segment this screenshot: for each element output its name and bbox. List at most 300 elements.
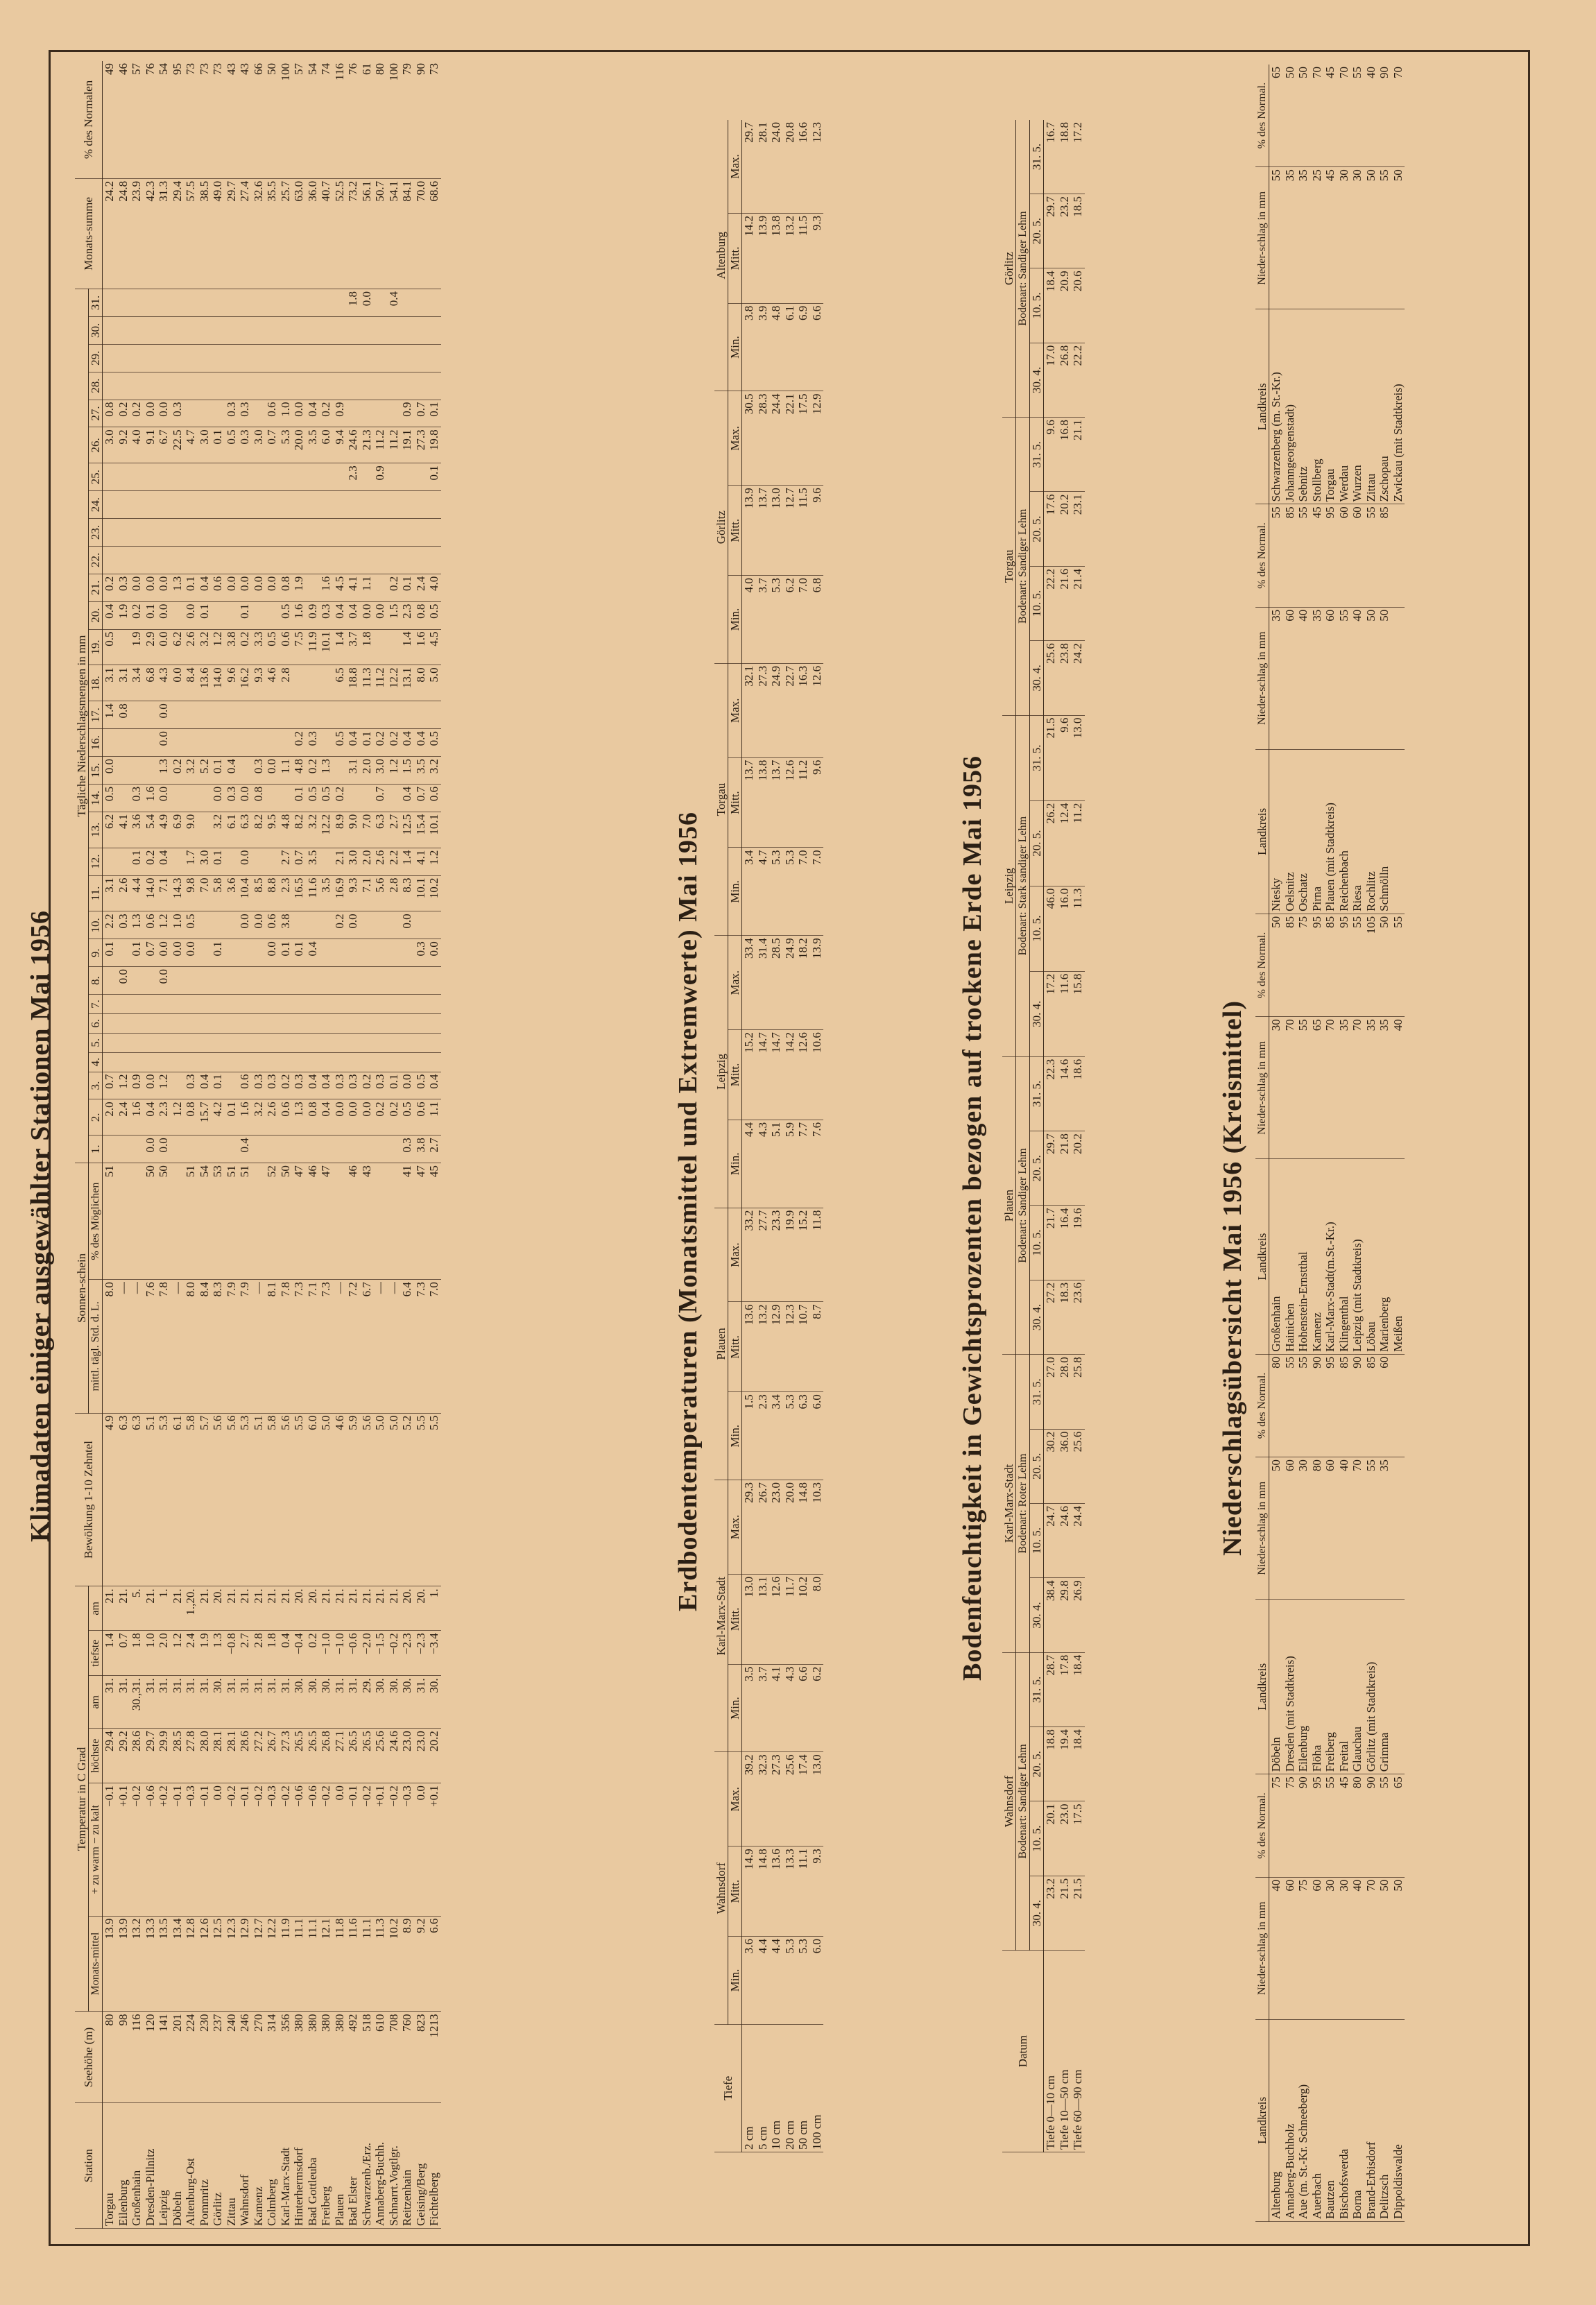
- station-value: 27.8: [184, 1729, 198, 1783]
- station-value: 7.9: [238, 1280, 252, 1413]
- erdboden-value: 14.7: [756, 1030, 770, 1120]
- station-value: −0.2: [360, 1783, 374, 1917]
- normal-header: % des Normal.: [1255, 914, 1269, 1016]
- feuchte-table: [1002, 120, 1085, 2152]
- landkreis-name: Altenburg: [1269, 2019, 1283, 2221]
- precip-value: [306, 289, 320, 317]
- precip-value: [373, 491, 387, 519]
- precip-value: [198, 784, 212, 812]
- precip-value: 0.2: [387, 729, 401, 757]
- erdboden-col-header: Max.: [728, 936, 742, 1030]
- precip-value: [211, 601, 225, 629]
- precip-value: 0.4: [333, 601, 347, 629]
- precip-value: 2.8: [387, 875, 401, 911]
- station-value: 11.6: [346, 1916, 360, 2012]
- landkreis-name: Stollberg: [1310, 309, 1324, 504]
- day-header: 14.: [89, 784, 103, 812]
- erdboden-station-header: Wahnsdorf: [714, 1752, 728, 2024]
- station-value: 2.8: [252, 1631, 266, 1676]
- precip-value: [144, 1013, 157, 1033]
- station-value: 31.: [333, 1676, 347, 1729]
- precip-value: 0.5: [103, 629, 117, 665]
- erdboden-value: 4.4: [769, 1937, 783, 2025]
- precip-value: [346, 316, 360, 344]
- precip-value: 1.6: [319, 574, 333, 601]
- precip-value: [346, 546, 360, 574]
- precip-value: [198, 701, 212, 729]
- feuchte-row: [1071, 120, 1085, 2152]
- precip-value: 16.2: [238, 665, 252, 701]
- station-value: 46: [346, 1163, 360, 1280]
- station-value: 237: [211, 2012, 225, 2103]
- precip-value: 24.2: [103, 178, 117, 289]
- precip-value: 1.3: [319, 757, 333, 785]
- precip-value: 0.3: [373, 1072, 387, 1099]
- station-name: Zittau: [225, 2103, 239, 2229]
- precip-value: [238, 463, 252, 491]
- station-value: 31.: [414, 1676, 428, 1729]
- station-value: 23.0: [400, 1729, 414, 1783]
- precip-value: 43: [225, 61, 239, 178]
- precip-value: [279, 519, 293, 547]
- station-value: [171, 1163, 185, 1280]
- precip-value: [198, 546, 212, 574]
- normal-value: 90: [1350, 1354, 1364, 1457]
- normal-value: 70: [1391, 65, 1405, 167]
- precip-value: 1.2: [427, 848, 441, 875]
- precip-value: 11.3: [360, 665, 374, 701]
- feuchte-title: Bodenfeuchtigkeit in Gewichtsprozenten bezogen auf trockene Erde Mai 1956: [958, 755, 987, 1681]
- erdboden-value: 6.3: [796, 1392, 810, 1480]
- precip-value: 6.3: [238, 812, 252, 848]
- precip-value: [184, 1013, 198, 1033]
- erdboden-value: 24.4: [769, 391, 783, 486]
- precip-value: [184, 701, 198, 729]
- precip-value: 0.2: [306, 757, 320, 785]
- precip-value: [130, 729, 144, 757]
- precip-value: [225, 1013, 239, 1033]
- station-row: [130, 61, 144, 2229]
- precip-value: 3.2: [198, 629, 212, 665]
- precip-value: 0.0: [157, 729, 171, 757]
- precip-value: 15.7: [198, 1099, 212, 1136]
- erdboden-col-header: Mitt.: [728, 1846, 742, 1937]
- precip-value: [211, 1013, 225, 1033]
- precip-value: [211, 519, 225, 547]
- station-value: 5.5: [414, 1413, 428, 1586]
- erdboden-value: 24.0: [769, 120, 783, 213]
- feuchte-value: 21.1: [1071, 418, 1085, 492]
- normal-value: 60: [1378, 1354, 1391, 1457]
- precip-value: 0.5: [279, 601, 293, 629]
- precip-value: [171, 848, 185, 875]
- precip-value: [387, 1136, 401, 1163]
- station-value: 21.: [360, 1586, 374, 1631]
- precip-value: 0.2: [130, 601, 144, 629]
- precip-value: [414, 1033, 428, 1052]
- erdboden-value: 10.2: [796, 1574, 810, 1664]
- landkreis-name: Glauchau: [1350, 1600, 1364, 1774]
- date-header: 30. 4.: [1030, 1876, 1044, 1950]
- erdboden-value: 24.9: [769, 663, 783, 757]
- station-value: 7.9: [225, 1280, 239, 1413]
- precip-value: 2.2: [387, 848, 401, 875]
- precip-value: [171, 784, 185, 812]
- precip-value: [157, 546, 171, 574]
- erdboden-subheader: [728, 120, 742, 2152]
- niederschlag-value: 50: [1364, 167, 1378, 309]
- precip-value: [387, 519, 401, 547]
- erdboden-col-header: Min.: [728, 1937, 742, 2025]
- station-value: 31.: [225, 1676, 239, 1729]
- precip-value: 56.1: [360, 178, 374, 289]
- erdboden-value: 14.9: [742, 1846, 756, 1937]
- niederschlag-value: 65: [1310, 1017, 1324, 1159]
- niederschlag-value: 70: [1323, 1017, 1337, 1159]
- erdboden-value: 33.4: [742, 936, 756, 1030]
- precip-value: 66: [252, 61, 266, 178]
- station-value: —: [117, 1280, 130, 1413]
- normal-value: 85: [1323, 914, 1337, 1016]
- precip-value: 9.2: [117, 427, 130, 463]
- precip-value: [238, 491, 252, 519]
- precip-value: [238, 1052, 252, 1072]
- precip-value: [373, 344, 387, 372]
- feuchte-value: 18.6: [1071, 1056, 1085, 1131]
- station-name: Döbeln: [171, 2103, 185, 2229]
- erdboden-value: 4.0: [742, 576, 756, 664]
- precip-value: 0.0: [265, 757, 279, 785]
- station-value: 98: [117, 2012, 130, 2103]
- precip-value: [346, 967, 360, 995]
- normal-value: 55: [1283, 1354, 1297, 1457]
- precip-value: 0.4: [306, 400, 320, 427]
- date-header: 31. 5.: [1030, 1056, 1044, 1131]
- precip-value: 90: [414, 61, 428, 178]
- precip-value: 0.4: [414, 729, 428, 757]
- soil-type: Bodenart: Sandiger Lehm: [1016, 120, 1030, 418]
- erdboden-value: 17.4: [796, 1752, 810, 1846]
- feuchte-value: 9.6: [1058, 715, 1072, 800]
- day-header: 2.: [89, 1099, 103, 1136]
- station-value: 6.7: [360, 1280, 374, 1413]
- feuchte-value: 25.6: [1044, 641, 1058, 715]
- station-row: [211, 61, 225, 2229]
- precip-value: 0.4: [400, 784, 414, 812]
- feuchte-value: 21.5: [1058, 1876, 1072, 1950]
- station-value: 12.8: [184, 1916, 198, 2012]
- erdboden-value: 15.2: [742, 1030, 756, 1120]
- precip-value: [400, 701, 414, 729]
- precip-value: 2.3: [346, 463, 360, 491]
- erdboden-value: 23.0: [769, 1480, 783, 1575]
- erdboden-value: 13.8: [756, 757, 770, 848]
- station-row: [225, 61, 239, 2229]
- precip-value: [238, 289, 252, 317]
- precip-value: [373, 995, 387, 1014]
- station-value: 11.1: [292, 1916, 306, 2012]
- station-value: 21.: [346, 1586, 360, 1631]
- erdboden-value: 20.0: [783, 1480, 797, 1575]
- feuchte-value: 17.0: [1044, 343, 1058, 417]
- precip-value: [171, 491, 185, 519]
- precip-value: [373, 1033, 387, 1052]
- precip-value: 0.3: [400, 1136, 414, 1163]
- precip-value: [103, 1013, 117, 1033]
- date-header: 10. 5.: [1030, 1801, 1044, 1876]
- precip-value: 3.1: [103, 875, 117, 911]
- landkreis-name: Dippoldiswalde: [1391, 2019, 1405, 2221]
- precip-value: 0.0: [360, 289, 374, 317]
- precip-value: [238, 729, 252, 757]
- erdboden-value: 27.7: [756, 1208, 770, 1302]
- precip-value: 10.1: [319, 629, 333, 665]
- precip-value: 1.6: [144, 784, 157, 812]
- station-value: 26.5: [360, 1729, 374, 1783]
- station-value: 1.9: [198, 1631, 212, 1676]
- station-value: 7.6: [144, 1280, 157, 1413]
- klima-subheader-cell: am: [89, 1586, 103, 1631]
- precip-value: 70.0: [414, 178, 428, 289]
- precip-value: [387, 400, 401, 427]
- precip-value: 73: [427, 61, 441, 178]
- precip-value: 0.1: [130, 939, 144, 967]
- precip-value: [414, 463, 428, 491]
- date-header: 31. 5.: [1030, 120, 1044, 194]
- precip-value: [387, 316, 401, 344]
- station-value: −0.1: [198, 1783, 212, 1917]
- landkreis-name: Freital: [1337, 1600, 1351, 1774]
- station-value: 760: [400, 2012, 414, 2103]
- erdboden-value: 6.0: [810, 1937, 824, 2025]
- erdboden-value: 7.0: [810, 848, 824, 936]
- station-value: −0.1: [171, 1783, 185, 1917]
- erdboden-value: 14.8: [796, 1480, 810, 1575]
- date-header: 20. 5.: [1030, 1131, 1044, 1206]
- landkreis-name: Oelsnitz: [1283, 749, 1297, 914]
- precip-value: [144, 463, 157, 491]
- precip-value: [427, 344, 441, 372]
- precip-value: [319, 372, 333, 400]
- precip-value: [292, 1033, 306, 1052]
- precip-value: [198, 400, 212, 427]
- precip-value: [184, 1052, 198, 1072]
- precip-value: [387, 463, 401, 491]
- day-header: 25.: [89, 463, 103, 491]
- niederschlag-value: 60: [1283, 1457, 1297, 1600]
- erdboden-value: 20.8: [783, 120, 797, 213]
- precip-value: 80: [373, 61, 387, 178]
- station-value: 2.0: [157, 1631, 171, 1676]
- erdboden-col-header: Max.: [728, 1208, 742, 1302]
- erdboden-value: 26.7: [756, 1480, 770, 1575]
- station-value: 43: [360, 1163, 374, 1280]
- precip-value: [117, 372, 130, 400]
- feuchte-value: 28.0: [1058, 1355, 1072, 1429]
- nieder-row: [1364, 65, 1378, 2222]
- precip-value: 0.7: [265, 427, 279, 463]
- precip-value: 0.5: [184, 911, 198, 939]
- station-value: 1.8: [265, 1631, 279, 1676]
- precip-value: [144, 757, 157, 785]
- precip-value: [184, 344, 198, 372]
- precip-value: 11.6: [306, 875, 320, 911]
- precip-value: [171, 729, 185, 757]
- precip-value: [400, 344, 414, 372]
- precip-value: 25.7: [279, 178, 293, 289]
- precip-value: [238, 939, 252, 967]
- precip-value: [117, 344, 130, 372]
- station-value: —: [130, 1280, 144, 1413]
- precip-value: [360, 967, 374, 995]
- precip-value: [184, 729, 198, 757]
- precip-value: 1.4: [400, 629, 414, 665]
- precip-value: [225, 848, 239, 875]
- datum-header: Datum: [1002, 1951, 1044, 2152]
- feuchte-value: 11.6: [1058, 971, 1072, 1056]
- station-value: 31.: [184, 1676, 198, 1729]
- precip-value: [319, 546, 333, 574]
- feuchte-value: 17.6: [1044, 492, 1058, 566]
- niederschlag-value: 30: [1337, 1877, 1351, 2019]
- erdboden-value: 6.6: [810, 303, 824, 391]
- erdboden-col-header: Mitt.: [728, 213, 742, 303]
- feuchte-value: 36.0: [1058, 1429, 1072, 1503]
- precip-value: [144, 1033, 157, 1052]
- precip-value: 0.4: [319, 1072, 333, 1099]
- station-value: 7.8: [279, 1280, 293, 1413]
- precip-value: 10.2: [427, 875, 441, 911]
- precip-value: 0.7: [103, 1072, 117, 1099]
- precip-value: 27.3: [414, 427, 428, 463]
- precip-value: 76: [346, 61, 360, 178]
- erdboden-station-header: Torgau: [714, 663, 728, 935]
- precip-value: 0.3: [252, 1072, 266, 1099]
- precip-value: [117, 463, 130, 491]
- station-value: 52: [265, 1163, 279, 1280]
- precip-value: 0.0: [157, 601, 171, 629]
- nieder-row: [1378, 65, 1391, 2222]
- feuchte-value: 25.6: [1071, 1429, 1085, 1503]
- precip-value: [319, 344, 333, 372]
- soil-type: Bodenart: Roter Lehm: [1016, 1355, 1030, 1653]
- normal-value: 55: [1350, 65, 1364, 167]
- precip-value: [265, 701, 279, 729]
- precip-value: [346, 939, 360, 967]
- precip-value: [306, 519, 320, 547]
- precip-value: [225, 491, 239, 519]
- precip-value: 0.4: [238, 1136, 252, 1163]
- feuchte-value: 17.2: [1071, 120, 1085, 194]
- precip-value: [427, 546, 441, 574]
- precip-value: [400, 1013, 414, 1033]
- station-value: 356: [279, 2012, 293, 2103]
- precip-value: 0.0: [171, 939, 185, 967]
- precip-value: [333, 701, 347, 729]
- precip-value: 5.6: [373, 875, 387, 911]
- landkreis-empty: [1391, 749, 1405, 914]
- precip-value: [252, 546, 266, 574]
- precip-value: 57.5: [184, 178, 198, 289]
- landkreis-name: Brand-Erbisdorf: [1364, 2019, 1378, 2221]
- precip-value: [211, 372, 225, 400]
- precip-value: [144, 491, 157, 519]
- niederschlag-header: Nieder-schlag in mm: [1255, 1457, 1269, 1600]
- station-value: 12.6: [198, 1916, 212, 2012]
- station-value: 30.: [400, 1676, 414, 1729]
- precip-value: 0.1: [144, 601, 157, 629]
- precip-value: [360, 344, 374, 372]
- station-name: Karl-Marx-Stadt: [279, 2103, 293, 2229]
- erdboden-col-header: Min.: [728, 1664, 742, 1752]
- precip-value: 76: [144, 61, 157, 178]
- precip-value: [103, 463, 117, 491]
- station-value: 21.: [144, 1586, 157, 1631]
- nieder-row: [1310, 65, 1324, 2222]
- precip-value: [360, 519, 374, 547]
- precip-value: [198, 812, 212, 848]
- station-value: −0.6: [306, 1783, 320, 1917]
- landkreis-name: Görlitz (mit Stadtkreis): [1364, 1600, 1378, 1774]
- precip-value: 0.0: [265, 939, 279, 967]
- precip-value: [238, 519, 252, 547]
- station-row: [292, 61, 306, 2229]
- precip-value: 9.3: [346, 875, 360, 911]
- station-value: 51: [103, 1163, 117, 1280]
- station-value: 29.7: [144, 1729, 157, 1783]
- precip-value: [130, 1052, 144, 1072]
- station-value: 30.: [306, 1676, 320, 1729]
- precip-value: [252, 400, 266, 427]
- precip-value: [373, 546, 387, 574]
- precip-value: [117, 1033, 130, 1052]
- precip-value: [292, 995, 306, 1014]
- niederschlag-value: 40: [1296, 607, 1310, 749]
- station-name: Leipzig: [157, 2103, 171, 2229]
- erdboden-value: 5.3: [769, 576, 783, 664]
- landkreis-header: Landkreis: [1255, 2019, 1269, 2221]
- station-value: 51: [238, 1163, 252, 1280]
- station-value: 47: [292, 1163, 306, 1280]
- day-header: 15.: [89, 757, 103, 785]
- erdboden-value: 14.2: [742, 213, 756, 303]
- niederschlag-value: 70: [1350, 1017, 1364, 1159]
- station-value: 5.7: [198, 1413, 212, 1586]
- niederschlag-value: 50: [1378, 607, 1391, 749]
- precip-value: 1.0: [171, 911, 185, 939]
- precip-value: [387, 546, 401, 574]
- precip-value: [171, 1136, 185, 1163]
- station-value: 12.9: [238, 1916, 252, 2012]
- feuchte-value: 23.0: [1058, 1801, 1072, 1876]
- feuchte-depth: Tiefe 60—90 cm: [1071, 1951, 1085, 2152]
- landkreis-name: Leipzig (mit Stadtkreis): [1350, 1159, 1364, 1354]
- precip-value: 7.0: [198, 875, 212, 911]
- precip-value: [387, 629, 401, 665]
- precip-value: [171, 344, 185, 372]
- precip-value: 4.1: [414, 848, 428, 875]
- percent-normal-header: % des Normalen: [75, 61, 103, 178]
- feuchte-value: 24.6: [1058, 1503, 1072, 1577]
- precip-value: [225, 1072, 239, 1099]
- precip-value: 2.4: [414, 574, 428, 601]
- normal-value: 65: [1269, 65, 1283, 167]
- feuchte-value: 23.2: [1058, 194, 1072, 268]
- precip-value: [265, 601, 279, 629]
- precip-value: [265, 1136, 279, 1163]
- station-value: 31.: [252, 1676, 266, 1729]
- station-value: 4.9: [103, 1413, 117, 1586]
